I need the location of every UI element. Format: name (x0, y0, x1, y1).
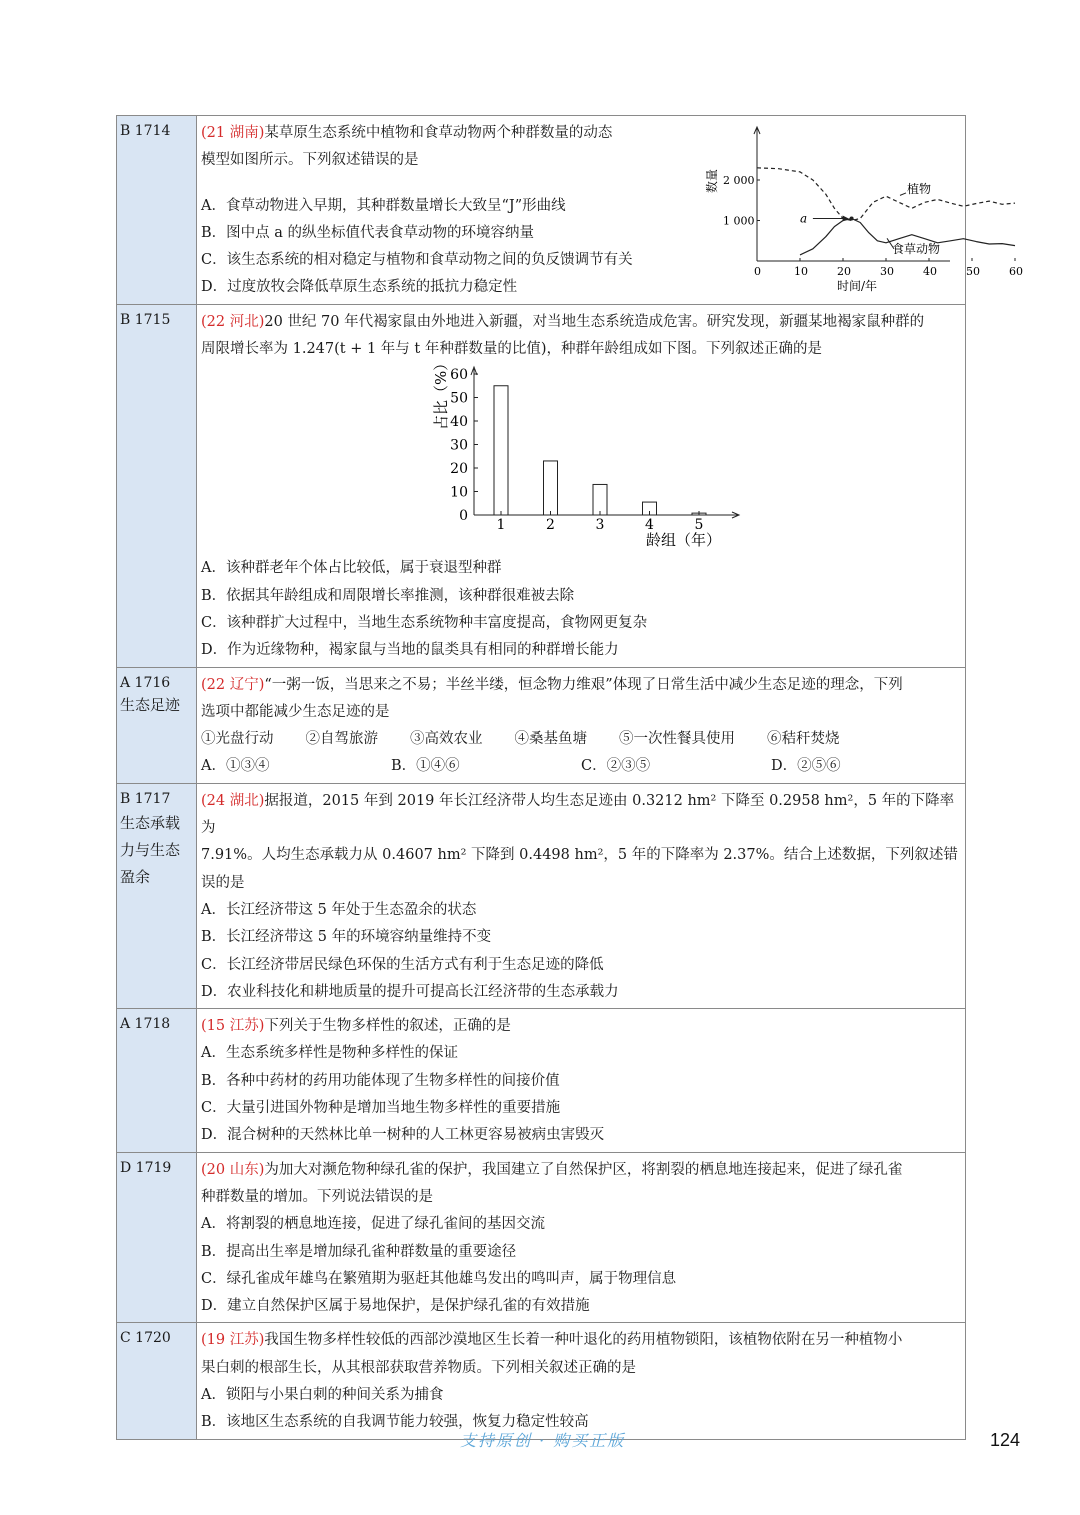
question-id-cell (117, 116, 197, 305)
option-c: C．该种群扩大过程中，当地生态系统物种丰富度提高，食物网更复杂 (201, 614, 648, 631)
question-body (197, 116, 1023, 305)
option-b: B．各种中药材的药用功能体现了生物多样性的间接价值 (201, 1072, 560, 1089)
option-b: B．图中点 a 的纵坐标值代表食草动物的环境容纳量 (201, 224, 535, 241)
series-leader-plant (900, 193, 906, 195)
question-tag: 生态足迹 (120, 695, 181, 714)
x-tick-label: 4 (645, 517, 654, 534)
question-body (197, 1323, 966, 1439)
option-d: D．混合树种的天然林比单一树种的人工林更容易被病虫害毁灭 (201, 1127, 605, 1144)
option-row (201, 753, 961, 780)
page-number: 124 (990, 1430, 1021, 1450)
option-d: D．②⑤⑥ (771, 758, 841, 775)
option-c: C．长江经济带居民绿色环保的生活方式有利于生态足迹的降低 (201, 956, 604, 973)
question-body (197, 667, 966, 783)
y-tick-label: 20 (450, 461, 468, 478)
question-source: (22 辽宁) (201, 676, 265, 693)
question-stem-line: 误的是 (201, 874, 245, 891)
question-source: (20 山东) (201, 1161, 265, 1178)
question-source: (24 湖北) (201, 792, 265, 809)
y-tick-label: 1 000 (723, 214, 755, 228)
question-stem-line: (22 辽宁)“一粥一饭，当思来之不易；半丝半缕，恒念物力维艰”体现了日常生活中减少生态足迹的理念，下列 (201, 676, 903, 693)
option-d: D．农业科技化和耕地质量的提升可提高长江经济带的生态承载力 (201, 983, 619, 1000)
x-tick-label: 60 (1009, 265, 1023, 278)
y-axis-label: 占比（%） (432, 356, 450, 431)
question-id-cell (117, 304, 197, 667)
y-tick-label: 0 (459, 508, 468, 525)
x-axis-label: 龄组（年） (646, 531, 722, 550)
x-tick-label: 50 (966, 265, 980, 278)
question-stem-line: 果白刺的根部生长，从其根部获取营养物质。下列相关叙述正确的是 (201, 1359, 636, 1376)
series-label-herbivore: 食草动物 (892, 241, 941, 256)
question-id: A 1718 (120, 1016, 171, 1033)
y-tick-label: 50 (450, 390, 468, 407)
bar-2 (544, 461, 558, 515)
option-b: B．依据其年龄组成和周限增长率推测，该种群很难被去除 (201, 587, 575, 604)
option-b: B．提高出生率是增加绿孔雀种群数量的重要途径 (201, 1243, 517, 1260)
y-tick-label: 30 (450, 437, 468, 454)
question-stem-line: (21 湖南)某草原生态系统中植物和食草动物两个种群数量的动态 (201, 125, 613, 141)
statement-item: ③高效农业 (410, 731, 483, 748)
option-c: C．②③⑤ (581, 758, 651, 775)
question-id: B 1714 (120, 123, 171, 139)
question-stem-line: 选项中都能减少生态足迹的是 (201, 703, 390, 720)
question-row-1714 (117, 116, 966, 305)
question-id-cell (117, 667, 197, 783)
bar-1 (494, 386, 508, 515)
question-id: A 1716 (120, 674, 171, 691)
x-tick-label: 2 (546, 517, 555, 534)
statement-item: ②自驾旅游 (305, 731, 378, 748)
question-stem-line: 模型如图所示。下列叙述错误的是 (201, 152, 419, 169)
question-tag: 生态承载力与生态盈余 (120, 813, 181, 886)
question-stem-line: 周限增长率为 1.247(t + 1 年与 t 年种群数量的比值)，种群年龄组成如下图。下列叙述正确的是 (201, 341, 823, 358)
bar-3 (593, 485, 607, 516)
option-b: B．①④⑥ (391, 758, 460, 775)
option-b: B．该地区生态系统的自我调节能力较强，恢复力稳定性较高 (201, 1414, 589, 1431)
option-a: A．该种群老年个体占比较低，属于衰退型种群 (201, 560, 502, 577)
option-a: A．锁阳与小果白刺的种间关系为捕食 (201, 1386, 444, 1403)
option-c: C．该生态系统的相对稳定与植物和食草动物之间的负反馈调节有关 (201, 252, 633, 269)
question-row-1716 (117, 667, 966, 783)
y-axis-label: 数量 (705, 168, 719, 193)
question-source: (15 江苏) (201, 1018, 265, 1035)
question-source: (21 湖南) (201, 125, 265, 141)
question-id: B 1715 (120, 311, 171, 328)
question-body (197, 783, 966, 1008)
question-id-cell (117, 783, 197, 1008)
age-group-bar-chart (426, 356, 746, 555)
point-a-arrowhead (843, 215, 849, 221)
question-body (197, 304, 966, 667)
option-b: B．长江经济带这 5 年的环境容纳量维持不变 (201, 929, 492, 946)
y-tick-label: 2 000 (723, 174, 755, 187)
question-id: D 1719 (120, 1159, 172, 1176)
point-a-label: a (800, 211, 808, 226)
plant-series-line (757, 168, 1015, 221)
population-dynamics-chart (702, 118, 1023, 296)
x-tick-label: 10 (794, 265, 808, 278)
question-row-1720 (117, 1323, 966, 1439)
x-tick-label: 5 (694, 517, 704, 534)
x-tick-label: 0 (754, 265, 761, 278)
question-stem-line: (15 江苏)下列关于生物多样性的叙述，正确的是 (201, 1018, 511, 1035)
question-row-1715 (117, 304, 966, 667)
question-stem-line: (20 山东)为加大对濒危物种绿孔雀的保护，我国建立了自然保护区，将割裂的栖息地连接起来，促进了绿孔雀 (201, 1161, 903, 1178)
option-a: A．长江经济带这 5 年处于生态盈余的状态 (201, 901, 477, 918)
y-tick-label: 40 (450, 414, 468, 431)
option-a: A．生态系统多样性是物种多样性的保证 (201, 1045, 458, 1062)
question-row-1719 (117, 1152, 966, 1323)
question-source: (19 江苏) (201, 1332, 265, 1349)
y-tick-label: 60 (450, 367, 468, 384)
x-tick-label: 30 (880, 265, 894, 278)
statement-item: ④桑基鱼塘 (514, 731, 587, 748)
question-stem-line: 7.91%。人均生态承载力从 0.4607 hm² 下降到 0.4498 hm²，5 年的下降率为 2.37%。结合上述数据，下列叙述错 (201, 847, 958, 864)
question-id: B 1717 (120, 790, 171, 807)
question-stem-line: (24 湖北)据报道，2015 年到 2019 年长江经济带人均生态足迹由 0.3212 hm² 下降至 0.2958 hm²，5 年的下降率为 (201, 792, 955, 837)
question-body (197, 1009, 966, 1152)
y-tick-label: 10 (450, 484, 468, 501)
x-tick-label: 3 (595, 517, 605, 534)
option-a: A．①③④ (201, 758, 270, 775)
x-tick-label: 20 (837, 265, 851, 278)
x-axis-label: 时间/年 (837, 279, 878, 293)
point-a (850, 216, 854, 220)
question-stem-line: (19 江苏)我国生物多样性较低的西部沙漠地区生长着一种叶退化的药用植物锁阳，该植物依附在另一种植物小 (201, 1332, 903, 1349)
question-table (116, 115, 1023, 1440)
option-d: D．过度放牧会降低草原生态系统的抵抗力稳定性 (201, 279, 518, 296)
footer-slogan: 支持原创 · 购买正版 (460, 1431, 626, 1450)
question-row-1718 (117, 1009, 966, 1152)
question-stem-line: (22 河北)20 世纪 70 年代褐家鼠由外地进入新疆，对当地生态系统造成危害。研究发现，新疆某地褐家鼠种群的 (201, 313, 925, 330)
question-id: C 1720 (120, 1330, 171, 1347)
x-tick-label: 1 (496, 517, 506, 534)
question-stem-line: 种群数量的增加。下列说法错误的是 (201, 1188, 433, 1205)
statement-item: ⑤一次性餐具使用 (619, 731, 735, 748)
option-d: D．作为近缘物种，褐家鼠与当地的鼠类具有相同的种群增长能力 (201, 642, 619, 659)
series-label-plant: 植物 (907, 181, 932, 196)
statement-item: ⑥秸秆焚烧 (767, 731, 840, 748)
statement-item: ①光盘行动 (201, 731, 274, 748)
question-id-cell (117, 1323, 197, 1439)
statement-list (201, 726, 961, 753)
option-c: C．绿孔雀成年雄鸟在繁殖期为驱赶其他雄鸟发出的鸣叫声，属于物理信息 (201, 1270, 677, 1287)
question-body (197, 1152, 966, 1323)
question-id-cell (117, 1152, 197, 1323)
question-source: (22 河北) (201, 313, 265, 330)
option-d: D．建立自然保护区属于易地保护，是保护绿孔雀的有效措施 (201, 1298, 590, 1315)
option-c: C．大量引进国外物种是增加当地生物多样性的重要措施 (201, 1100, 561, 1117)
x-tick-label: 40 (923, 265, 937, 278)
option-a: A．食草动物进入早期，其种群数量增长大致呈“J”形曲线 (201, 197, 566, 214)
question-id-cell (117, 1009, 197, 1152)
question-row-1717 (117, 783, 966, 1008)
option-a: A．将割裂的栖息地连接，促进了绿孔雀间的基因交流 (201, 1216, 545, 1233)
